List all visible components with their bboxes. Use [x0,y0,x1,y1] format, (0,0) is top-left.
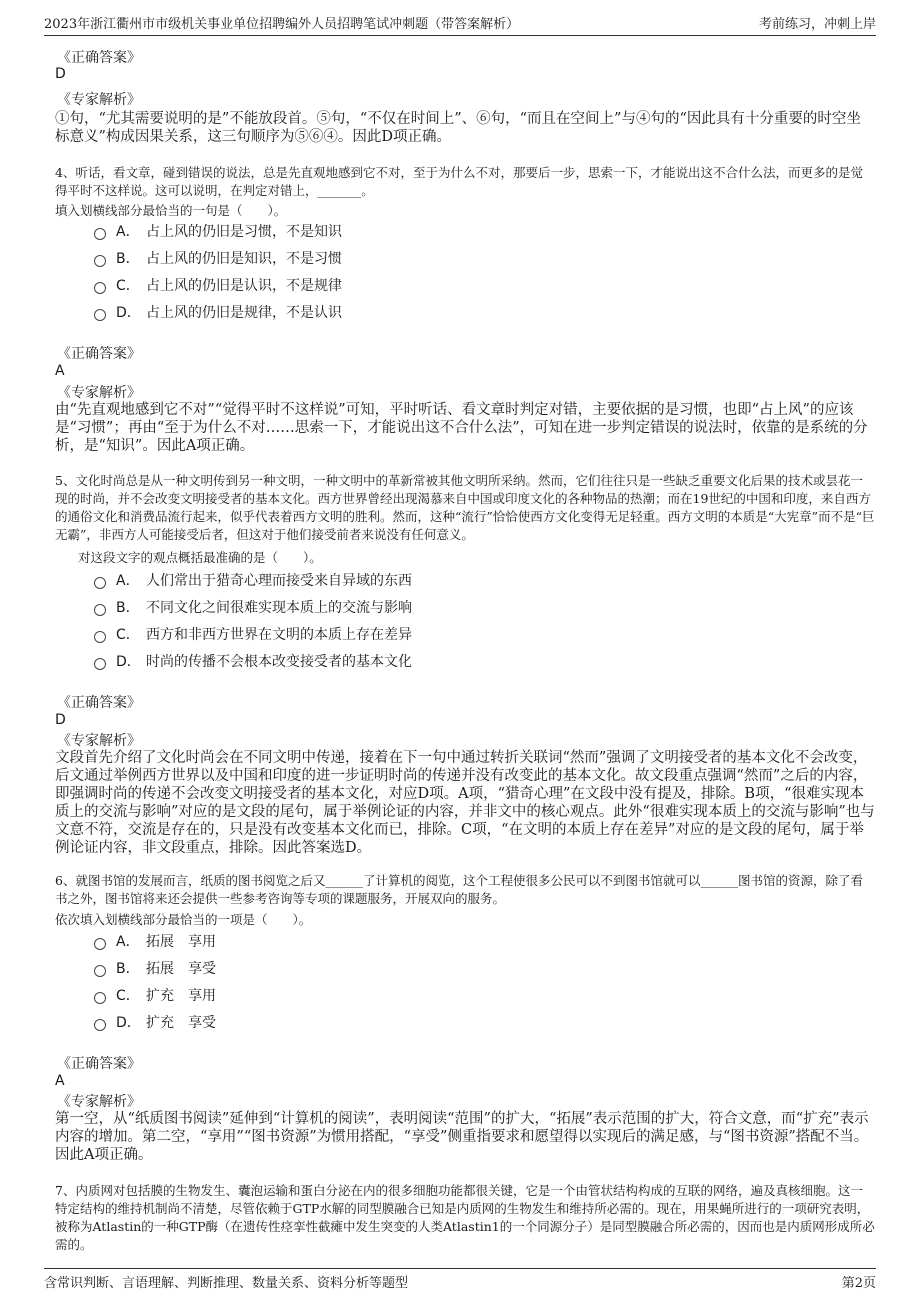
option-text: 拓展 享受 [146,961,216,977]
option-c[interactable] [94,626,412,644]
radio-button-icon[interactable] [94,631,106,643]
option-text: 扩充 享受 [146,1015,216,1031]
option-d[interactable] [94,1014,216,1032]
option-b[interactable] [94,960,216,978]
option-text: 扩充 享用 [146,988,216,1004]
option-text: 占上风的仍旧是知识，不是习惯 [146,251,342,267]
page-footer [44,1268,876,1294]
radio-button-icon[interactable] [94,604,106,616]
answer-value: A [55,1073,65,1089]
option-letter: B． [116,600,140,616]
expert-analysis-label: 《专家解析》 [57,1094,141,1110]
option-text: 占上风的仍旧是习惯，不是知识 [146,224,342,240]
option-letter: A． [116,573,140,589]
question-stem: 5、文化时尚总是从一种文明传到另一种文明，一种文明中的革新常被其他文明所采纳。然而，它们往往只是一些缺乏重要文化后果的技术或昙花一现的时尚，并不会改变文明接受者的基本文化。西方世界曾经出现渴慕来自中国或印度文化的各种物品的热潮；而在19世纪的中国和印度，来自西方的通俗文化和消费品流行起来，似乎代表着西方文明的胜利。然而，这种“流行”恰恰使西方文化变得无足轻重。西方文明的本质是“大宪章”而不是“巨无霸”，非西方人可能接受后者，但这对于他们接受前者来说没有任何意义。 [55,473,875,542]
correct-answer-label: 《正确答案》 [57,695,141,711]
option-a[interactable] [94,933,216,951]
option-letter: B． [116,251,140,267]
question-stem: 6、就图书馆的发展而言，纸质的图书阅览之后又______了计算机的阅览，这个工程使很多公民可以不到图书馆就可以______图书馆的资源，除了看书之外，图书馆将来还会提供一些参考咨询等专项的课题服务，开展双向的服务。 [55,873,863,906]
expert-analysis-label: 《专家解析》 [57,733,141,749]
option-a[interactable] [94,572,412,590]
correct-answer-label: 《正确答案》 [57,50,141,66]
analysis-text: 第一空，从“纸质图书阅读”延伸到“计算机的阅读”，表明阅读“范围”的扩大，“拓展”表示范围的扩大，符合文意，而“扩充”表示内容的增加。第二空，“享用”“图书资源”为惯用搭配，“享受”侧重指要求和愿望得以实现后的满足感，与“图书资源”搭配不当。因此A项正确。 [55,1111,869,1163]
analysis-text: 文段首先介绍了文化时尚会在不同文明中传递，接着在下一句中通过转折关联词“然而”强调了文明接受者的基本文化不会改变，后文通过举例西方世界以及中国和印度的进一步证明时尚的传递并没有改变此的基本文化。故文段重点强调“然而”之后的内容，即强调时尚的传递不会改变文明接受者的基本文化，对应D项。A项，“猎奇心理”在文段中没有提及，排除。B项，“很难实现本质上的交流与影响”对应的是文段的尾句，属于举例论证的内容，并非文中的核心观点。此外“很难实现本质上的交流与影响”也与文意不符，交流是存在的，只是没有改变基本文化而已，排除。C项，“在文明的本质上存在差异”对应的是文段的尾句，属于举例论证内容，非文段重点，排除。因此答案选D。 [55,750,875,856]
option-b[interactable] [94,250,342,268]
document-title: 2023年浙江衢州市市级机关事业单位招聘编外人员招聘笔试冲刺题（带答案解析） [44,17,520,32]
header-slogan: 考前练习，冲刺上岸 [758,17,876,32]
correct-answer-label: 《正确答案》 [57,346,141,362]
expert-analysis-label: 《专家解析》 [57,92,141,108]
question-prompt: 依次填入划横线部分最恰当的一项是（ ）。 [55,912,312,927]
radio-button-icon[interactable] [94,992,106,1004]
radio-button-icon[interactable] [94,1019,106,1031]
option-text: 人们常出于猎奇心理而接受来自异域的东西 [146,573,412,589]
correct-answer-label: 《正确答案》 [57,1056,141,1072]
answer-value: A [55,363,65,379]
page-number: 第2页 [841,1276,876,1291]
analysis-text: ①句，“尤其需要说明的是”不能放段首。⑤句，“不仅在时间上”、⑥句，“而且在空间上”与④句的“因此具有十分重要的时空坐标意义”构成因果关系，这三句顺序为⑤⑥④。因此D项正确。 [55,111,861,145]
option-d[interactable] [94,304,342,322]
option-text: 时尚的传播不会根本改变接受者的基本文化 [146,654,412,670]
option-text: 西方和非西方世界在文明的本质上存在差异 [146,627,412,643]
option-c[interactable] [94,277,342,295]
option-letter: C． [116,988,140,1004]
option-letter: C． [116,278,140,294]
radio-button-icon[interactable] [94,938,106,950]
option-text: 占上风的仍旧是规律，不是认识 [146,305,342,321]
option-text: 拓展 享用 [146,934,216,950]
radio-button-icon[interactable] [94,255,106,267]
option-b[interactable] [94,599,412,617]
expert-analysis-label: 《专家解析》 [57,385,141,401]
page-header [44,10,876,36]
question-stem: 4、听话，看文章，碰到错误的说法，总是先直观地感到它不对，至于为什么不对，那要后一步，思索一下，才能说出这不合什么法，而更多的是觉得平时不这样说。这可以说明，在判定对错上，_______。 [55,165,863,198]
radio-button-icon[interactable] [94,658,106,670]
radio-button-icon[interactable] [94,282,106,294]
analysis-text: 由“先直观地感到它不对”“觉得平时不这样说”可知，平时听话、看文章时判定对错，主要依据的是习惯，也即“占上风”的应该是“习惯”；再由“至于为什么不对……思索一下，才能说出这不合什么法”，可知在进一步判定错误的说法时，依靠的是系统的分析，是“知识”。因此A项正确。 [55,402,868,454]
option-d[interactable] [94,653,412,671]
radio-button-icon[interactable] [94,309,106,321]
option-text: 占上风的仍旧是认识，不是规律 [146,278,342,294]
question-prompt: 对这段文字的观点概括最准确的是（ ）。 [78,550,322,565]
question-prompt: 填入划横线部分最恰当的一句是（ ）。 [55,203,287,218]
option-letter: D． [116,305,141,321]
option-letter: C． [116,627,140,643]
footer-topics: 含常识判断、言语理解、判断推理、数量关系、资料分析等题型 [44,1276,409,1291]
option-letter: A． [116,934,140,950]
option-letter: D． [116,1015,141,1031]
option-c[interactable] [94,987,216,1005]
option-text: 不同文化之间很难实现本质上的交流与影响 [146,600,412,616]
option-letter: B． [116,961,140,977]
question-stem: 7、内质网对包括膜的生物发生、囊泡运输和蛋白分泌在内的很多细胞功能都很关键，它是一个由管状结构构成的互联的网络，遍及真核细胞。这一特定结构的维持机制尚不清楚，尽管依赖于GTP水解的同型膜融合已知是内质网的生物发生和维持所必需的。现在，用果蝇所进行的一项研究表明，被称为Atlastin的一种GTP酶（在遗传性痉挛性截瘫中发生突变的人类Atlastin1的一个同源分子）是同型膜融合所必需的，因而也是内质网形成所必需的。 [55,1183,875,1252]
answer-value: D [55,66,66,82]
option-letter: D． [116,654,141,670]
radio-button-icon[interactable] [94,577,106,589]
option-letter: A． [116,224,140,240]
radio-button-icon[interactable] [94,228,106,240]
radio-button-icon[interactable] [94,965,106,977]
answer-value: D [55,712,66,728]
option-a[interactable] [94,223,342,241]
